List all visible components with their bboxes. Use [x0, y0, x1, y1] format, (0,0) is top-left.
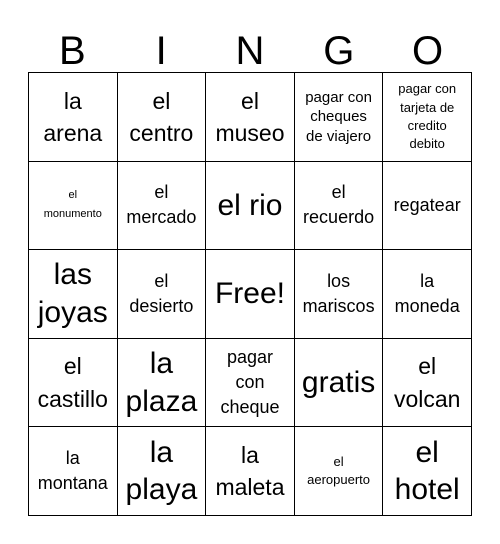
grid-row: [29, 427, 472, 516]
bingo-cell[interactable]: [206, 427, 295, 516]
bingo-cell[interactable]: [206, 161, 295, 250]
cell-text: el museo: [215, 87, 285, 146]
cell-text: el mercado: [126, 182, 197, 228]
bingo-grid: [28, 72, 472, 516]
header-letter-o: O: [412, 29, 444, 73]
bingo-cell[interactable]: [294, 73, 383, 162]
header-letter-i: I: [155, 29, 167, 73]
bingo-cell[interactable]: [383, 73, 472, 162]
grid-row: [29, 161, 472, 250]
bingo-header: [28, 30, 472, 72]
bingo-cell[interactable]: [294, 161, 383, 250]
cell-text: el centro: [129, 87, 194, 146]
cell-text: la montana: [37, 448, 108, 494]
bingo-cell[interactable]: [206, 338, 295, 427]
bingo-cell[interactable]: [294, 250, 383, 339]
cell-text: el castillo: [37, 353, 108, 412]
free-space-cell[interactable]: [206, 250, 295, 339]
bingo-cell[interactable]: [117, 338, 206, 427]
cell-text: la maleta: [215, 442, 285, 501]
cell-text: la moneda: [394, 270, 460, 316]
grid-row: [29, 73, 472, 162]
bingo-cell[interactable]: [383, 427, 472, 516]
cell-text: el aeropuerto: [307, 454, 371, 488]
bingo-cell[interactable]: [383, 250, 472, 339]
bingo-cell[interactable]: [29, 250, 118, 339]
cell-text: el rio: [217, 188, 283, 222]
bingo-cell[interactable]: [29, 338, 118, 427]
cell-text: la playa: [125, 435, 198, 507]
bingo-cell[interactable]: [294, 338, 383, 427]
bingo-cell[interactable]: [206, 73, 295, 162]
cell-text: la arena: [43, 87, 103, 146]
cell-text: pagar con tarjeta de credito debito: [398, 81, 457, 151]
bingo-cell[interactable]: [29, 427, 118, 516]
bingo-cell[interactable]: [117, 161, 206, 250]
cell-text: gratis: [301, 365, 376, 399]
bingo-cell[interactable]: [117, 250, 206, 339]
bingo-cell[interactable]: [29, 161, 118, 250]
grid-row: [29, 250, 472, 339]
cell-text: el recuerdo: [303, 182, 375, 228]
cell-text: pagar con cheques de viajero: [305, 88, 372, 145]
bingo-cell[interactable]: [383, 161, 472, 250]
bingo-cell[interactable]: [29, 73, 118, 162]
cell-text: pagar con cheque: [220, 346, 280, 418]
bingo-cell[interactable]: [117, 427, 206, 516]
cell-text: Free!: [214, 277, 285, 311]
cell-text: el monumento: [43, 188, 102, 221]
cell-text: el hotel: [394, 435, 460, 507]
grid-row: [29, 338, 472, 427]
cell-text: regatear: [393, 194, 461, 215]
header-letter-g: G: [323, 29, 355, 73]
cell-text: los mariscos: [302, 270, 375, 316]
cell-text: el volcan: [393, 353, 461, 412]
header-letter-b: B: [59, 29, 86, 73]
bingo-cell[interactable]: [117, 73, 206, 162]
cell-text: las joyas: [37, 258, 108, 329]
bingo-cell[interactable]: [383, 338, 472, 427]
bingo-cell[interactable]: [294, 427, 383, 516]
header-letter-n: N: [235, 29, 265, 73]
cell-text: la plaza: [125, 347, 198, 418]
cell-text: el desierto: [129, 270, 194, 316]
